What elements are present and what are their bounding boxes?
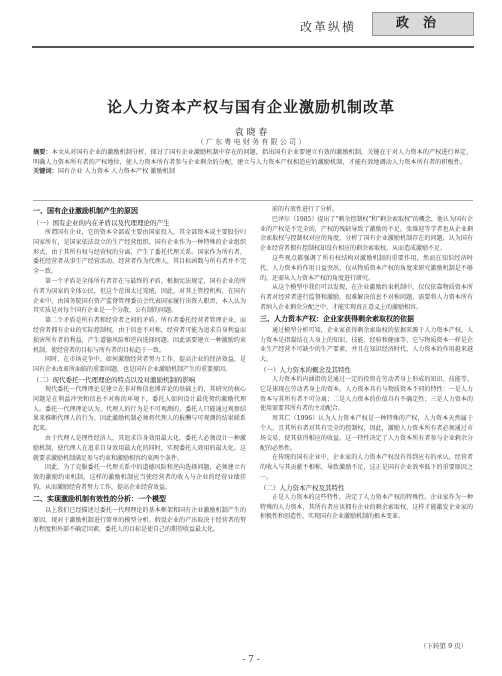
continued-note: （下转第 9 页） [420,642,468,650]
abstract-label: 摘要： [33,149,52,156]
abstract-text: 本文从对国有企业的激励机制分析，探讨了国有企业激励机制中存在的问题，指出国有企业要建立有效的激励机制，关键在于对人力资本的产权进行界定，明确人力资本所有者的产权地位，使人力资本所有者参与企业剩余的分配，建立与人力资本产权相适应的激励机制，才能有效地调动人力资本所有者的积极性。 [33,149,473,166]
body-paragraph: 以上我们已经描述过委托一代理理论的基本框架和国有企业激励机制产生的原因，现对于激励机制进行简单的模型分析。假设企业的产出取决于经营者的努力程度和外部不确定因素，委托人的目标是使自己的期望收益最大化。 [33,506,246,534]
body-paragraph: 从这个模型中我们可以发现，在企业激励约束机制中，仅仅依靠物质资本所有者对经营者进行监督和激励，很难解决信息不对称问题，需要将人力资本所有者纳入企业剩余分配之中，才能实现真正意义上的激励相容。 [260,284,473,311]
body-paragraph: 在传统的国有企业中，企业家的人力资本产权没有得到应有的承认，经营者的收入与其贡献不相称，导致激励不足，这正是国有企业效率低下的重要原因之一。 [260,454,473,481]
body-paragraph: 前的有效性进行了分析。 [272,206,339,213]
body-paragraph: 巴泽尔（1985）提出了"剩余控制权"和"剩余索取权"的概念，他认为国有企业的产权是不完全的，产权的残缺导致了激励的不足。张维迎等学者也从企业剩余索取权与控制权对应的角度，分析了国有企业激励机制存在的问题，认为国有企业经营者拥有控制权却没有相应的剩余索取权，从而造成激励不足。 [260,215,473,253]
author-affiliation: （ 广 东 粤 电 财 务 有 限 公 司 ） [196,138,306,146]
keywords-text: 国有企业 人力资本 人力资本产权 激励机制 [57,168,176,176]
subsection-heading: （二）人力资本产权及其特性 [260,483,345,492]
header-rule [32,46,474,48]
abstract [33,148,473,167]
abstract-block [33,148,473,177]
article-title: 论人力资本产权与国有企业激励机制改革 [106,98,395,116]
body-paragraph: 第一个矛盾是全体所有者存在与最终的矛盾。根据宪法规定，国有企业的所有者为国家的全体公民，但这个范围太过笼统，因此，对其上管控机构，在国有企业中，由国务院国有资产监督管理委员会代表国家履行出资人职责，本人认为其实质是对每个国有企业是一个分散、公有制的问题。 [33,277,246,315]
body-paragraph: 因此，为了克服委托一代理关系中的道德风险和逆向选择问题，必须建立有效的激励约束机制。这样的激励机制应当使经营者的收入与企业的经营业绩挂钩，从而激励经营者努力工作，提高企业经营效益。 [33,464,246,491]
body-paragraph: 人力资本的内涵指的是通过一定的投资在劳动者身上形成的知识、技能等，它是体现在劳动者身上的资本。人力资本具有与物质资本不同的特性：一是人力资本与其所有者不可分离；二是人力资本的价值具有不确定性；三是人力资本的使用需要其所有者的主动配合。 [260,375,473,413]
body-column-right [260,205,473,641]
abstract-divider [33,200,473,201]
body-paragraph: 由于代理人是理性经济人，其追求自身效用最大化，委托人必须设计一种激励机制，使代理人在追求自身效用最大化的同时，实现委托人效用的最大化。这就要求激励机制满足参与约束和激励相容约束两个条件。 [33,434,246,462]
section-heading: 三、人力资本产权：企业家获得剩余索取权的依据 [260,314,414,323]
section-box [372,12,474,36]
keywords-label: 关键词： [33,168,58,176]
journal-header [0,0,502,46]
body-paragraph: 周其仁（1996）认为人力资本产权是一种特殊的产权，人力资本天然属于个人，且其所有者对其有完全的控制权，因此，激励人力资本所有者必须通过市场交易，使其获得相应的收益。这一特性决定了人力资本所有者参与企业剩余分配的必然性。 [260,415,473,452]
body-paragraph: 同时，在市场竞争中，如何激励经营者努力工作，提高企业的经济效益，是国有企业改革所面临的重要问题，也是国有企业激励机制产生的重要原因。 [33,356,246,374]
body-column-left [33,205,246,655]
keywords [33,167,473,177]
body-paragraph: 通过模型分析可知，企业家获得剩余索取权的依据来源于人力资本产权。人力资本是指凝结在人身上的知识、技能、经验和健康等，它与物质资本一样是企业生产经营不可缺少的生产要素，并且在知识经济时代，人力资本的作用越来越大。 [260,326,473,364]
body-paragraph: 现代委托一代理理论是建立在非对称信息博弈论的基础上的，其研究的核心问题是在利益冲突和信息不对称的环境下，委托人如何设计最优契约激励代理人。委托一代理理论认为，代理人的行为是不可观测的，委托人只能通过观察结果来推断代理人的行为，因此激励机制必须将代理人的报酬与可观测的结果联系起来。 [33,385,246,433]
subsection-heading: （一）国有企业的内在矛盾以及代理理论的产生 [33,219,170,227]
section-name: 政治 [395,16,450,31]
body-paragraph: 这些观点都强调了所有权结构对激励机制的重要作用，然而在知识经济时代，人力资本的作用日益突出，仅从物质资本产权的角度来研究激励机制是不够的，还需从人力资本产权的角度进行研究。 [260,254,473,282]
article-author: 袁 晓 春 [234,128,268,138]
page-number: - 7 - [242,655,260,665]
body-paragraph: 正是人力资本的这些特性，决定了人力资本产权的特殊性。企业家作为一种特殊的人力资本，其所有者应该拥有企业的剩余索取权，这样才能激发企业家的积极性和创造性，实现国有企业激励机制的根本变革。 [260,493,473,521]
subsection-heading: （二）现代委托一代理理论的特点以及对激励机制的影响 [33,375,196,384]
body-paragraph: 所谓国有企业，它的资本全部或主要由国家投入，其全部资本或主要股份归国家所有，是国家依法设立的生产经营组织。国有企业作为一种特殊的企业组织形式，由于其所有权与经营权的分离，产生了委托代理关系。国家作为所有者，委托经营者从事生产经营活动，经营者作为代理人，其目标函数与所有者并不完全一致。 [33,229,246,276]
section-heading: 二、实现激励机制有效性的分析：一个模型 [33,494,166,503]
body-paragraph: 第二个矛盾是所有者和经营者之间的矛盾。所有者委托经营者管理企业，而经营者拥有企业的实际控制权，由于信息不对称，经营者可能为追求自身利益而损害所有者的利益，产生道德风险和逆向选择问题。因此需要建立一种激励约束机制，使经营者的目标与所有者的目标趋于一致。 [33,317,246,354]
section-tag: 改革纵横 [300,20,357,34]
section-heading: 一、国有企业激励机制产生的原因 [33,207,138,215]
subsection-heading: （一）人力资本的概念及其特性 [260,365,351,374]
